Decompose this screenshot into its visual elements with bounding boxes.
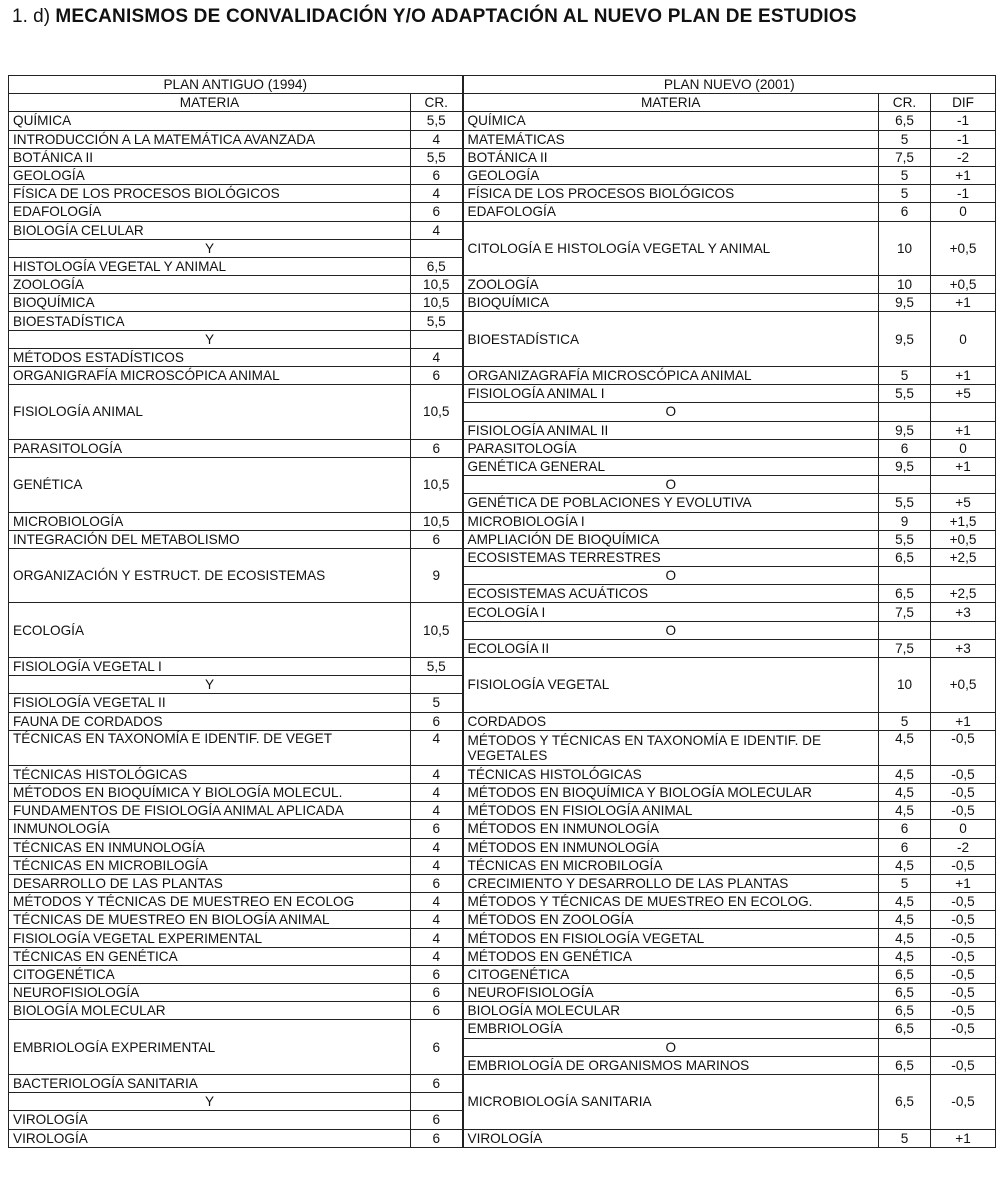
old-credits: 6 — [411, 1111, 463, 1129]
old-subject: MÉTODOS ESTADÍSTICOS — [9, 348, 411, 366]
table-row — [9, 548, 996, 566]
table-row — [9, 312, 996, 330]
credit-difference: -0,5 — [931, 1074, 996, 1129]
old-subject: FISIOLOGÍA VEGETAL I — [9, 658, 411, 676]
old-subject: VIROLOGÍA — [9, 1111, 411, 1129]
old-credits: 6 — [411, 1074, 463, 1092]
credit-difference: 0 — [931, 203, 996, 221]
new-credits: 10 — [879, 658, 931, 713]
credit-difference: +1 — [931, 874, 996, 892]
table-row — [9, 203, 996, 221]
new-plan-header: PLAN NUEVO (2001) — [463, 76, 996, 94]
connector-y: Y — [9, 330, 411, 348]
credit-difference: -0,5 — [931, 893, 996, 911]
new-subject: NEUROFISIOLOGÍA — [463, 984, 879, 1002]
connector-y: Y — [9, 676, 411, 694]
new-credits: 4,5 — [879, 911, 931, 929]
credit-difference: -0,5 — [931, 1002, 996, 1020]
credit-difference: -0,5 — [931, 911, 996, 929]
table-row — [9, 730, 996, 765]
credit-difference: +1,5 — [931, 512, 996, 530]
credit-difference: +0,5 — [931, 221, 996, 276]
empty-cell — [411, 330, 463, 348]
new-subject: BIOLOGÍA MOLECULAR — [463, 1002, 879, 1020]
new-credits: 4,5 — [879, 947, 931, 965]
new-subject: EMBRIOLOGÍA DE ORGANISMOS MARINOS — [463, 1056, 879, 1074]
old-credits: 4 — [411, 929, 463, 947]
old-credits: 10,5 — [411, 603, 463, 658]
old-credits: 4 — [411, 893, 463, 911]
old-credits: 6 — [411, 820, 463, 838]
old-subject: BOTÁNICA II — [9, 148, 411, 166]
column-header-row — [9, 94, 996, 112]
page-title — [12, 6, 857, 28]
credit-difference: +3 — [931, 639, 996, 657]
new-subject: MÉTODOS Y TÉCNICAS DE MUESTREO EN ECOLOG. — [463, 893, 879, 911]
old-subject: VIROLOGÍA — [9, 1129, 411, 1147]
new-credits: 6 — [879, 203, 931, 221]
old-subject: INTEGRACIÓN DEL METABOLISMO — [9, 530, 411, 548]
empty-cell — [879, 476, 931, 494]
connector-o: O — [463, 567, 879, 585]
new-subject: MICROBIOLOGÍA SANITARIA — [463, 1074, 879, 1129]
credit-difference: +5 — [931, 494, 996, 512]
old-subject: DESARROLLO DE LAS PLANTAS — [9, 874, 411, 892]
old-credits: 6 — [411, 203, 463, 221]
old-credits: 4 — [411, 838, 463, 856]
old-credits: 5,5 — [411, 148, 463, 166]
old-subject: NEUROFISIOLOGÍA — [9, 984, 411, 1002]
credit-difference: -0,5 — [931, 730, 996, 765]
new-subject: MÉTODOS EN FISIOLOGÍA VEGETAL — [463, 929, 879, 947]
old-subject: ORGANIZACIÓN Y ESTRUCT. DE ECOSISTEMAS — [9, 548, 411, 603]
new-subject: ORGANIZAGRAFÍA MICROSCÓPICA ANIMAL — [463, 367, 879, 385]
table-row — [9, 856, 996, 874]
credit-difference: +0,5 — [931, 530, 996, 548]
section-title: MECANISMOS DE CONVALIDACIÓN Y/O ADAPTACIÓN AL NUEVO PLAN DE ESTUDIOS — [55, 6, 857, 27]
new-subject: FISIOLOGÍA VEGETAL — [463, 658, 879, 713]
new-subject: MATEMÁTICAS — [463, 130, 879, 148]
table-row — [9, 820, 996, 838]
old-subject: BIOESTADÍSTICA — [9, 312, 411, 330]
old-credits: 4 — [411, 348, 463, 366]
old-subject: TÉCNICAS EN MICROBILOGÍA — [9, 856, 411, 874]
convalidation-table — [8, 75, 996, 1148]
old-credits: 6 — [411, 367, 463, 385]
table-row — [9, 783, 996, 801]
credit-difference: +3 — [931, 603, 996, 621]
empty-cell — [411, 239, 463, 257]
table-row — [9, 385, 996, 403]
new-credits: 6,5 — [879, 548, 931, 566]
table-row — [9, 276, 996, 294]
table-row — [9, 185, 996, 203]
dif-header: DIF — [931, 94, 996, 112]
new-credits: 6 — [879, 439, 931, 457]
old-cr-header: CR. — [411, 94, 463, 112]
old-subject: ZOOLOGÍA — [9, 276, 411, 294]
table-row — [9, 130, 996, 148]
old-credits: 4 — [411, 730, 463, 765]
credit-difference: -0,5 — [931, 856, 996, 874]
table-row — [9, 512, 996, 530]
old-subject: BIOQUÍMICA — [9, 294, 411, 312]
table-row — [9, 838, 996, 856]
new-credits: 4,5 — [879, 802, 931, 820]
empty-cell — [931, 621, 996, 639]
table-row — [9, 802, 996, 820]
new-subject: MÉTODOS EN BIOQUÍMICA Y BIOLOGÍA MOLECULAR — [463, 783, 879, 801]
new-subject: CRECIMIENTO Y DESARROLLO DE LAS PLANTAS — [463, 874, 879, 892]
credit-difference: -1 — [931, 185, 996, 203]
connector-o: O — [463, 403, 879, 421]
new-credits: 10 — [879, 221, 931, 276]
empty-cell — [879, 403, 931, 421]
old-subject: EMBRIOLOGÍA EXPERIMENTAL — [9, 1020, 411, 1075]
empty-cell — [931, 567, 996, 585]
new-credits: 7,5 — [879, 603, 931, 621]
credit-difference: -0,5 — [931, 947, 996, 965]
old-credits: 6 — [411, 1002, 463, 1020]
credit-difference: +1 — [931, 166, 996, 184]
table-row — [9, 294, 996, 312]
old-credits: 4 — [411, 856, 463, 874]
old-credits: 10,5 — [411, 512, 463, 530]
table-row — [9, 530, 996, 548]
new-credits: 7,5 — [879, 148, 931, 166]
old-subject: FÍSICA DE LOS PROCESOS BIOLÓGICOS — [9, 185, 411, 203]
credit-difference: -0,5 — [931, 1056, 996, 1074]
new-credits: 9,5 — [879, 294, 931, 312]
new-credits: 6,5 — [879, 1056, 931, 1074]
new-subject: EDAFOLOGÍA — [463, 203, 879, 221]
credit-difference: -2 — [931, 838, 996, 856]
empty-cell — [879, 1038, 931, 1056]
new-credits: 9,5 — [879, 457, 931, 475]
old-credits: 5,5 — [411, 658, 463, 676]
credit-difference: +1 — [931, 1129, 996, 1147]
table-row — [9, 893, 996, 911]
plan-header-row — [9, 76, 996, 94]
new-credits: 4,5 — [879, 765, 931, 783]
old-credits: 4 — [411, 765, 463, 783]
old-credits: 6 — [411, 1020, 463, 1075]
new-credits: 6,5 — [879, 1020, 931, 1038]
credit-difference: +5 — [931, 385, 996, 403]
new-credits: 6,5 — [879, 112, 931, 130]
empty-cell — [879, 621, 931, 639]
credit-difference: +1 — [931, 712, 996, 730]
table-row — [9, 148, 996, 166]
empty-cell — [931, 403, 996, 421]
old-credits: 10,5 — [411, 276, 463, 294]
credit-difference: -0,5 — [931, 965, 996, 983]
credit-difference: +2,5 — [931, 548, 996, 566]
new-subject: ECOLOGÍA I — [463, 603, 879, 621]
old-credits: 5 — [411, 694, 463, 712]
credit-difference: -0,5 — [931, 984, 996, 1002]
empty-cell — [411, 676, 463, 694]
old-credits: 9 — [411, 548, 463, 603]
old-credits: 4 — [411, 130, 463, 148]
new-subject: BIOQUÍMICA — [463, 294, 879, 312]
new-cr-header: CR. — [879, 94, 931, 112]
new-subject: MÉTODOS EN INMUNOLOGÍA — [463, 838, 879, 856]
table-row — [9, 1074, 996, 1092]
table-row — [9, 457, 996, 475]
old-subject: MÉTODOS EN BIOQUÍMICA Y BIOLOGÍA MOLECUL. — [9, 783, 411, 801]
old-subject: QUÍMICA — [9, 112, 411, 130]
new-subject: FÍSICA DE LOS PROCESOS BIOLÓGICOS — [463, 185, 879, 203]
empty-cell — [931, 476, 996, 494]
credit-difference: -1 — [931, 112, 996, 130]
old-subject: BACTERIOLOGÍA SANITARIA — [9, 1074, 411, 1092]
old-subject: TÉCNICAS EN TAXONOMÍA E IDENTIF. DE VEGET — [9, 730, 411, 765]
old-subject: INTRODUCCIÓN A LA MATEMÁTICA AVANZADA — [9, 130, 411, 148]
table-row — [9, 367, 996, 385]
new-subject: GENÉTICA DE POBLACIONES Y EVOLUTIVA — [463, 494, 879, 512]
new-credits: 6,5 — [879, 585, 931, 603]
new-credits: 5,5 — [879, 494, 931, 512]
new-credits: 10 — [879, 276, 931, 294]
old-credits: 6 — [411, 712, 463, 730]
old-credits: 6 — [411, 166, 463, 184]
old-credits: 4 — [411, 947, 463, 965]
table-row — [9, 1002, 996, 1020]
old-credits: 6 — [411, 530, 463, 548]
old-subject: ECOLOGÍA — [9, 603, 411, 658]
old-subject: TÉCNICAS EN INMUNOLOGÍA — [9, 838, 411, 856]
new-credits: 5 — [879, 712, 931, 730]
new-materia-header: MATERIA — [463, 94, 879, 112]
old-plan-header: PLAN ANTIGUO (1994) — [9, 76, 463, 94]
table-row — [9, 1129, 996, 1147]
new-subject: BIOESTADÍSTICA — [463, 312, 879, 367]
table-row — [9, 712, 996, 730]
table-row — [9, 965, 996, 983]
old-subject: GEOLOGÍA — [9, 166, 411, 184]
credit-difference: 0 — [931, 312, 996, 367]
new-credits: 4,5 — [879, 856, 931, 874]
empty-cell — [879, 567, 931, 585]
old-credits: 6 — [411, 1129, 463, 1147]
new-credits: 9,5 — [879, 312, 931, 367]
old-credits: 6,5 — [411, 257, 463, 275]
new-credits: 6,5 — [879, 1074, 931, 1129]
new-subject: ZOOLOGÍA — [463, 276, 879, 294]
connector-o: O — [463, 476, 879, 494]
new-subject: TÉCNICAS HISTOLÓGICAS — [463, 765, 879, 783]
new-credits: 5,5 — [879, 530, 931, 548]
connector-o: O — [463, 621, 879, 639]
table-row — [9, 603, 996, 621]
new-subject: MÉTODOS EN ZOOLOGÍA — [463, 911, 879, 929]
credit-difference: -0,5 — [931, 929, 996, 947]
table-row — [9, 439, 996, 457]
credit-difference: +1 — [931, 367, 996, 385]
table-row — [9, 765, 996, 783]
old-subject: ORGANIGRAFÍA MICROSCÓPICA ANIMAL — [9, 367, 411, 385]
new-subject: ECOLOGÍA II — [463, 639, 879, 657]
new-credits: 4,5 — [879, 730, 931, 765]
credit-difference: -0,5 — [931, 783, 996, 801]
new-subject: GEOLOGÍA — [463, 166, 879, 184]
old-credits: 10,5 — [411, 294, 463, 312]
new-subject: MICROBIOLOGÍA I — [463, 512, 879, 530]
table-row — [9, 166, 996, 184]
new-credits: 4,5 — [879, 783, 931, 801]
new-credits: 5 — [879, 166, 931, 184]
new-credits: 7,5 — [879, 639, 931, 657]
new-credits: 5 — [879, 874, 931, 892]
table-row — [9, 221, 996, 239]
table-row — [9, 984, 996, 1002]
new-subject: GENÉTICA GENERAL — [463, 457, 879, 475]
old-subject: FISIOLOGÍA VEGETAL EXPERIMENTAL — [9, 929, 411, 947]
new-subject: ECOSISTEMAS ACUÁTICOS — [463, 585, 879, 603]
new-credits: 6,5 — [879, 965, 931, 983]
new-subject: AMPLIACIÓN DE BIOQUÍMICA — [463, 530, 879, 548]
new-subject: CORDADOS — [463, 712, 879, 730]
credit-difference: +1 — [931, 457, 996, 475]
new-subject: MÉTODOS Y TÉCNICAS EN TAXONOMÍA E IDENTIF. DE VEGETALES — [463, 730, 879, 765]
old-credits: 6 — [411, 965, 463, 983]
old-subject: FISIOLOGÍA ANIMAL — [9, 385, 411, 440]
old-credits: 4 — [411, 911, 463, 929]
credit-difference: 0 — [931, 820, 996, 838]
old-subject: EDAFOLOGÍA — [9, 203, 411, 221]
credit-difference: -0,5 — [931, 1020, 996, 1038]
new-subject: FISIOLOGÍA ANIMAL II — [463, 421, 879, 439]
new-subject: EMBRIOLOGÍA — [463, 1020, 879, 1038]
old-credits: 4 — [411, 221, 463, 239]
old-credits: 6 — [411, 984, 463, 1002]
credit-difference: -1 — [931, 130, 996, 148]
old-credits: 5,5 — [411, 312, 463, 330]
old-subject: BIOLOGÍA CELULAR — [9, 221, 411, 239]
old-credits: 4 — [411, 802, 463, 820]
old-subject: FAUNA DE CORDADOS — [9, 712, 411, 730]
old-subject: INMUNOLOGÍA — [9, 820, 411, 838]
old-subject: PARASITOLOGÍA — [9, 439, 411, 457]
table-row — [9, 658, 996, 676]
new-subject: TÉCNICAS EN MICROBILOGÍA — [463, 856, 879, 874]
old-credits: 6 — [411, 874, 463, 892]
old-subject: MICROBIOLOGÍA — [9, 512, 411, 530]
new-subject: BOTÁNICA II — [463, 148, 879, 166]
new-subject: CITOGENÉTICA — [463, 965, 879, 983]
old-subject: MÉTODOS Y TÉCNICAS DE MUESTREO EN ECOLOG — [9, 893, 411, 911]
old-subject: FUNDAMENTOS DE FISIOLOGÍA ANIMAL APLICADA — [9, 802, 411, 820]
new-credits: 5 — [879, 185, 931, 203]
old-subject: BIOLOGÍA MOLECULAR — [9, 1002, 411, 1020]
table-row — [9, 112, 996, 130]
credit-difference: +0,5 — [931, 276, 996, 294]
new-credits: 6 — [879, 838, 931, 856]
credit-difference: +1 — [931, 294, 996, 312]
connector-y: Y — [9, 239, 411, 257]
new-subject: ECOSISTEMAS TERRESTRES — [463, 548, 879, 566]
old-subject: TÉCNICAS DE MUESTREO EN BIOLOGÍA ANIMAL — [9, 911, 411, 929]
connector-o: O — [463, 1038, 879, 1056]
new-credits: 6 — [879, 820, 931, 838]
credit-difference: -0,5 — [931, 765, 996, 783]
table-row — [9, 929, 996, 947]
old-subject: HISTOLOGÍA VEGETAL Y ANIMAL — [9, 257, 411, 275]
old-subject: TÉCNICAS HISTOLÓGICAS — [9, 765, 411, 783]
credit-difference: -0,5 — [931, 802, 996, 820]
new-subject: MÉTODOS EN INMUNOLOGÍA — [463, 820, 879, 838]
old-credits: 10,5 — [411, 457, 463, 512]
new-subject: QUÍMICA — [463, 112, 879, 130]
table-row — [9, 947, 996, 965]
new-credits: 6,5 — [879, 1002, 931, 1020]
table-row — [9, 874, 996, 892]
new-subject: MÉTODOS EN GENÉTICA — [463, 947, 879, 965]
table-row — [9, 911, 996, 929]
new-credits: 5 — [879, 130, 931, 148]
credit-difference: +1 — [931, 421, 996, 439]
new-subject: MÉTODOS EN FISIOLOGÍA ANIMAL — [463, 802, 879, 820]
table-row — [9, 1020, 996, 1038]
new-credits: 9,5 — [879, 421, 931, 439]
old-subject: GENÉTICA — [9, 457, 411, 512]
old-subject: TÉCNICAS EN GENÉTICA — [9, 947, 411, 965]
new-credits: 5,5 — [879, 385, 931, 403]
new-credits: 4,5 — [879, 929, 931, 947]
section-number: 1. d) — [12, 6, 51, 27]
old-credits: 4 — [411, 783, 463, 801]
new-subject: CITOLOGÍA E HISTOLOGÍA VEGETAL Y ANIMAL — [463, 221, 879, 276]
old-subject: CITOGENÉTICA — [9, 965, 411, 983]
empty-cell — [931, 1038, 996, 1056]
old-credits: 5,5 — [411, 112, 463, 130]
new-subject: VIROLOGÍA — [463, 1129, 879, 1147]
empty-cell — [411, 1093, 463, 1111]
old-subject: FISIOLOGÍA VEGETAL II — [9, 694, 411, 712]
new-credits: 5 — [879, 367, 931, 385]
connector-y: Y — [9, 1093, 411, 1111]
new-credits: 5 — [879, 1129, 931, 1147]
credit-difference: +0,5 — [931, 658, 996, 713]
new-credits: 6,5 — [879, 984, 931, 1002]
credit-difference: -2 — [931, 148, 996, 166]
old-credits: 6 — [411, 439, 463, 457]
old-credits: 4 — [411, 185, 463, 203]
new-subject: FISIOLOGÍA ANIMAL I — [463, 385, 879, 403]
new-credits: 9 — [879, 512, 931, 530]
credit-difference: +2,5 — [931, 585, 996, 603]
old-credits: 10,5 — [411, 385, 463, 440]
new-credits: 4,5 — [879, 893, 931, 911]
credit-difference: 0 — [931, 439, 996, 457]
new-subject: PARASITOLOGÍA — [463, 439, 879, 457]
old-materia-header: MATERIA — [9, 94, 411, 112]
